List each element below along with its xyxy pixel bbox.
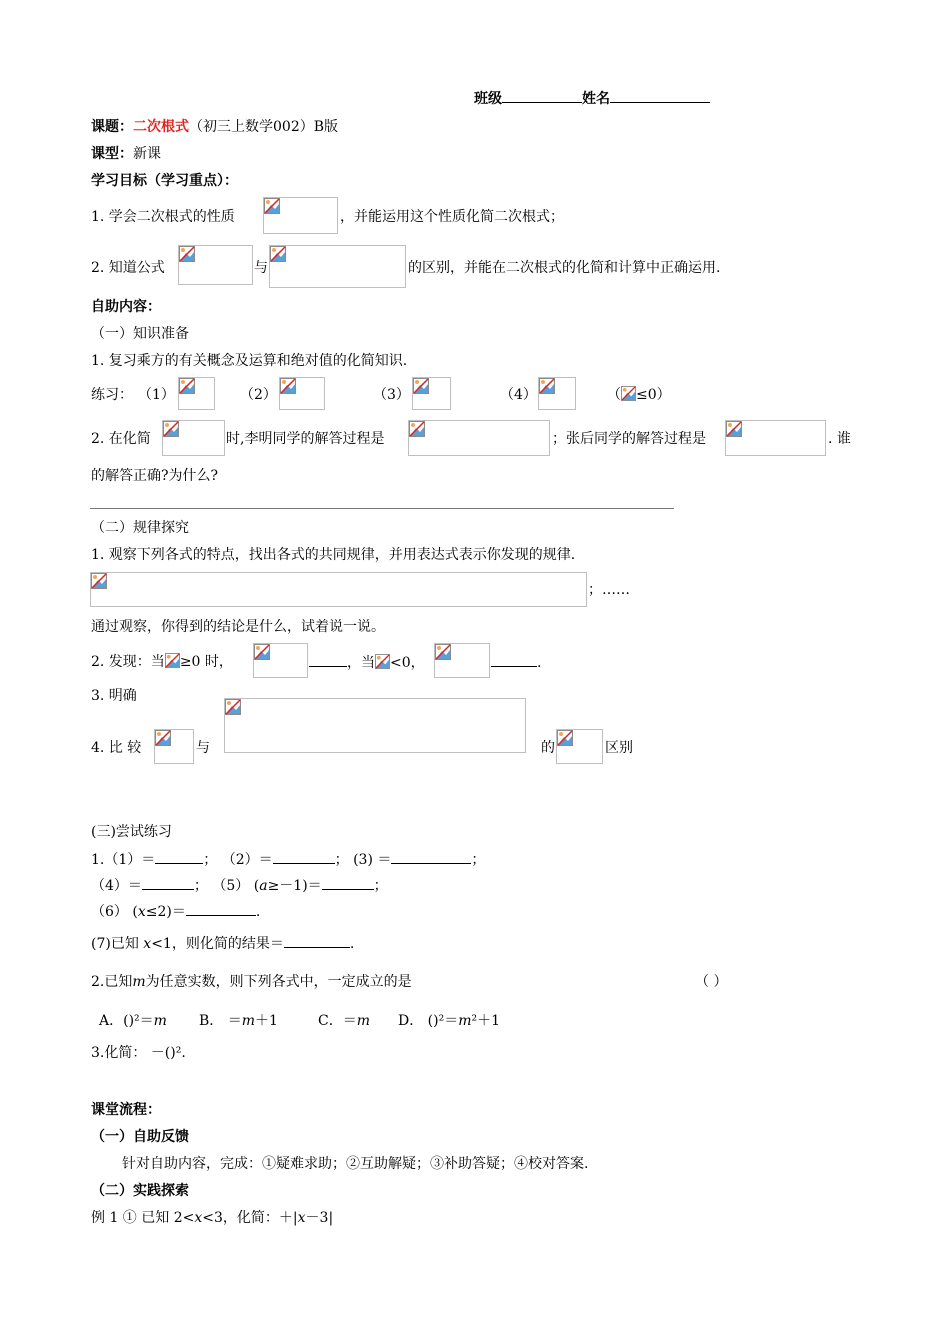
conclusion-text: 通过观察，你得到的结论是什么，试着说一说。: [91, 619, 385, 635]
practice-3: （3）: [373, 387, 410, 403]
broken-image-icon: [375, 654, 390, 669]
trial-row-2: [91, 875, 388, 896]
topic-line: [91, 117, 338, 137]
part2-question1: 1. 观察下列各式的特点，找出各式的共同规律，并用表达式表示你发现的规律.: [91, 547, 576, 563]
answer-parens[interactable]: （ ）: [695, 974, 728, 990]
trial-7-label: (7)已知: [91, 936, 144, 952]
discovery-label: 2. 发现：当: [91, 654, 165, 670]
objective-2a: 2. 知道公式: [91, 260, 165, 276]
part2-heading: （二）规律探究: [91, 520, 189, 536]
answer-line: [90, 508, 674, 509]
discovery-c: [309, 652, 425, 673]
option-d[interactable]: [398, 1011, 500, 1031]
practice-1: （1）: [138, 387, 175, 403]
broken-image-icon: [726, 421, 743, 438]
formula-image: [279, 377, 325, 410]
broken-image-icon: [413, 378, 430, 395]
trial-3-end: .: [255, 904, 261, 920]
practice-label: 练习：: [91, 387, 133, 403]
broken-image-icon: [280, 378, 297, 395]
formula-image: [154, 729, 194, 764]
flow-part1: （一）自助反馈: [91, 1129, 189, 1145]
practice-5-open: （: [607, 387, 621, 403]
example-1-b: <3，化简：＋|: [202, 1210, 298, 1226]
flow-part1-text: 针对自助内容，完成：①疑难求助；②互助解疑；③补助答疑；④校对答案.: [122, 1156, 589, 1172]
trial-6-cond: ≤2)＝: [145, 904, 186, 920]
practice-2: （2）: [240, 387, 277, 403]
broken-image-icon: [270, 246, 287, 263]
broken-image-icon: [557, 730, 574, 747]
trial-question2: [91, 972, 412, 992]
example-1-c: －3|: [305, 1210, 334, 1226]
trial-row-3: [91, 901, 260, 922]
var-m: m: [241, 1013, 256, 1029]
formula-image: [725, 420, 826, 456]
trial-2-label: ； （2）＝: [203, 852, 273, 868]
var-m: m: [132, 974, 146, 990]
part1-heading: （一）知识准备: [91, 326, 189, 342]
formula-image: [178, 245, 253, 285]
discovery-end: .: [537, 655, 542, 671]
clarify-text: 3. 明确: [91, 688, 137, 704]
name-label: 姓名: [582, 91, 610, 107]
var-x: x: [143, 936, 152, 952]
trial-heading: (三)尝试练习: [91, 824, 172, 840]
question2-b: 时,李明同学的解答过程是: [226, 431, 385, 447]
formula-image: [412, 377, 451, 410]
trial-1-blank[interactable]: [155, 849, 203, 864]
practice-5: [607, 385, 671, 405]
formula-image: [269, 245, 406, 288]
topic-title: 二次根式: [133, 119, 189, 135]
type-label: 课型：: [91, 146, 133, 162]
broken-image-icon: [539, 378, 556, 395]
example-1: [91, 1208, 333, 1228]
question2-c: ；张后同学的解答过程是: [552, 431, 706, 447]
trial-4-blank[interactable]: [142, 875, 194, 890]
trial-q2-a: 2.已知: [91, 974, 133, 990]
question2-a: 2. 在化简: [91, 431, 151, 447]
formula-image: [224, 698, 526, 753]
trial-4-end: .: [349, 936, 355, 952]
formula-image: [408, 420, 550, 456]
trial-2-end: ；: [373, 878, 388, 894]
objective-1a: 1. 学会二次根式的性质: [91, 209, 235, 225]
var-a: a: [259, 878, 268, 894]
trial-1-label: 1.（1）＝: [91, 852, 156, 868]
trial-row-4: [91, 933, 354, 954]
formula-image: [556, 729, 603, 764]
option-d-text: D． ()²＝: [398, 1013, 459, 1029]
practice-5-rest: ≤0）: [636, 387, 671, 403]
option-b-tail: ＋1: [255, 1013, 278, 1029]
broken-image-icon: [225, 699, 242, 716]
formula-image: [90, 572, 587, 607]
discovery-blank-1[interactable]: [309, 652, 347, 667]
type-line: [91, 144, 161, 164]
broken-image-icon: [155, 730, 172, 747]
flow-part2: （二）实践探索: [91, 1183, 189, 1199]
trial-row-1: [91, 849, 485, 870]
trial-7-text: <1，则化简的结果＝: [151, 936, 284, 952]
broken-image-icon: [179, 378, 196, 395]
objectives-heading: 学习目标（学习重点）：: [91, 173, 238, 189]
broken-image-icon: [254, 644, 271, 661]
var-m: m: [153, 1013, 167, 1029]
trial-2-blank[interactable]: [273, 849, 335, 864]
topic-suffix: （初三上数学002）B版: [189, 119, 339, 135]
name-blank[interactable]: [610, 88, 710, 103]
discovery-a: [91, 652, 233, 672]
discovery-cond1: ≥0 时，: [179, 654, 233, 670]
practice-4: （4）: [500, 387, 537, 403]
broken-image-icon: [409, 421, 426, 438]
broken-image-icon: [621, 386, 636, 401]
compare-a: 4. 比 较: [91, 740, 142, 756]
option-b-text: B． ＝: [199, 1013, 242, 1029]
class-blank[interactable]: [502, 88, 582, 103]
option-d-tail: ²＋1: [471, 1013, 501, 1029]
formula-image: [162, 420, 225, 456]
compare-d: 区别: [605, 740, 633, 756]
class-label: 班级: [474, 91, 502, 107]
broken-image-icon: [264, 198, 281, 215]
trial-3-label: ； (3) ＝: [334, 852, 392, 868]
trial-7-blank[interactable]: [284, 933, 350, 948]
formula-image: [538, 377, 576, 410]
class-field: [474, 88, 710, 109]
option-c[interactable]: [318, 1011, 370, 1031]
discovery-blank-2[interactable]: [491, 652, 537, 667]
broken-image-icon: [435, 644, 452, 661]
var-x: x: [137, 904, 146, 920]
var-x: x: [297, 1210, 306, 1226]
discovery-e: [491, 652, 541, 673]
trial-q2-b: 为任意实数，则下列各式中，一定成立的是: [145, 974, 412, 990]
trial-6-blank[interactable]: [186, 901, 256, 916]
formula-image: [263, 197, 338, 234]
objective-1b: ，并能运用这个性质化简二次根式；: [340, 209, 564, 225]
trial-5-label: ； （5） (: [193, 878, 260, 894]
objective-2b: 与: [254, 260, 268, 276]
part1-question1: 1. 复习乘方的有关概念及运算和绝对值的化简知识.: [91, 353, 408, 369]
option-a[interactable]: [99, 1011, 167, 1031]
broken-image-icon: [179, 246, 196, 263]
objective-2c: 的区别，并能在二次根式的化简和计算中正确运用.: [408, 260, 721, 276]
topic-label: 课题：: [91, 119, 133, 135]
self-study-heading: 自助内容：: [91, 299, 161, 315]
var-m: m: [458, 1013, 472, 1029]
pattern-dots: ；……: [588, 582, 630, 598]
formula-image: [253, 643, 308, 678]
formula-image: [434, 643, 490, 678]
var-m: m: [356, 1013, 370, 1029]
trial-5-cond: ≥－1)＝: [267, 878, 322, 894]
formula-image: [178, 377, 215, 410]
discovery-when: ，当: [347, 655, 375, 671]
compare-b: 与: [196, 740, 210, 756]
broken-image-icon: [165, 653, 180, 668]
trial-1-end: ；: [471, 852, 486, 868]
question2-e: 的解答正确?为什么?: [91, 468, 219, 484]
compare-c: 的: [541, 740, 555, 756]
type-value: 新课: [133, 146, 161, 162]
trial-4-label: （4）＝: [91, 878, 142, 894]
question2-d: . 谁: [828, 431, 851, 447]
option-c-text: C．＝: [318, 1013, 357, 1029]
option-b[interactable]: [199, 1011, 278, 1031]
trial-6-label: （6） (: [91, 904, 138, 920]
discovery-cond2: <0，: [390, 655, 425, 671]
broken-image-icon: [163, 421, 180, 438]
var-x: x: [194, 1210, 203, 1226]
trial-question3: 3.化简： －()².: [91, 1045, 186, 1061]
broken-image-icon: [91, 573, 108, 590]
flow-heading: 课堂流程：: [91, 1102, 161, 1118]
trial-5-blank[interactable]: [322, 875, 374, 890]
trial-3-blank[interactable]: [391, 849, 471, 864]
example-1-a: 例 1 ① 已知 2<: [91, 1210, 195, 1226]
option-a-text: A．()²＝: [99, 1013, 154, 1029]
